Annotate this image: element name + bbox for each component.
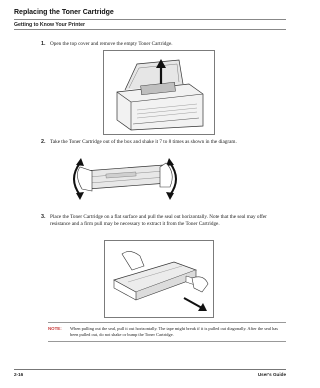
note-rule-top — [48, 322, 286, 323]
note-label: NOTE: — [48, 326, 62, 331]
step-1-number: 1. — [41, 41, 46, 47]
step-1 — [41, 41, 280, 48]
step-3-text: Place the Toner Cartridge on a flat surface and pull the seal out horizontally. Note that the seal may offer resistance and a firm pull may be necessary to extract it from the Toner Cartridge. — [50, 214, 267, 227]
step-2-text: Take the Toner Cartridge out of the box and shake it 7 to 8 times as shown in the diagram. — [50, 139, 237, 145]
step-1-text: Open the top cover and remove the empty Toner Cartridge. — [50, 41, 173, 47]
pull-seal-illustration — [104, 240, 214, 318]
step-2-number: 2. — [41, 139, 46, 145]
page-number: 2-16 — [14, 372, 24, 377]
guide-name: User's Guide — [257, 372, 286, 377]
step-2 — [41, 139, 280, 146]
shake-cartridge-illustration — [66, 149, 184, 209]
subheader-rule — [14, 29, 286, 30]
footer-rule — [14, 369, 286, 370]
step-3 — [41, 214, 280, 227]
page-header-title: Replacing the Toner Cartridge — [14, 9, 114, 16]
note-text: When pulling out the seal, pull it out horizontally. The tape might break if it is pulled out diagonally. After the seal has been pulled out, do not shake or bump the Toner Cartridge. — [70, 326, 278, 337]
printer-open-cover-illustration — [103, 50, 215, 135]
note-rule-bottom — [48, 341, 286, 342]
step-3-number: 3. — [41, 214, 46, 220]
header-rule — [14, 19, 286, 20]
page-header-subtitle: Getting to Know Your Printer — [14, 22, 85, 28]
